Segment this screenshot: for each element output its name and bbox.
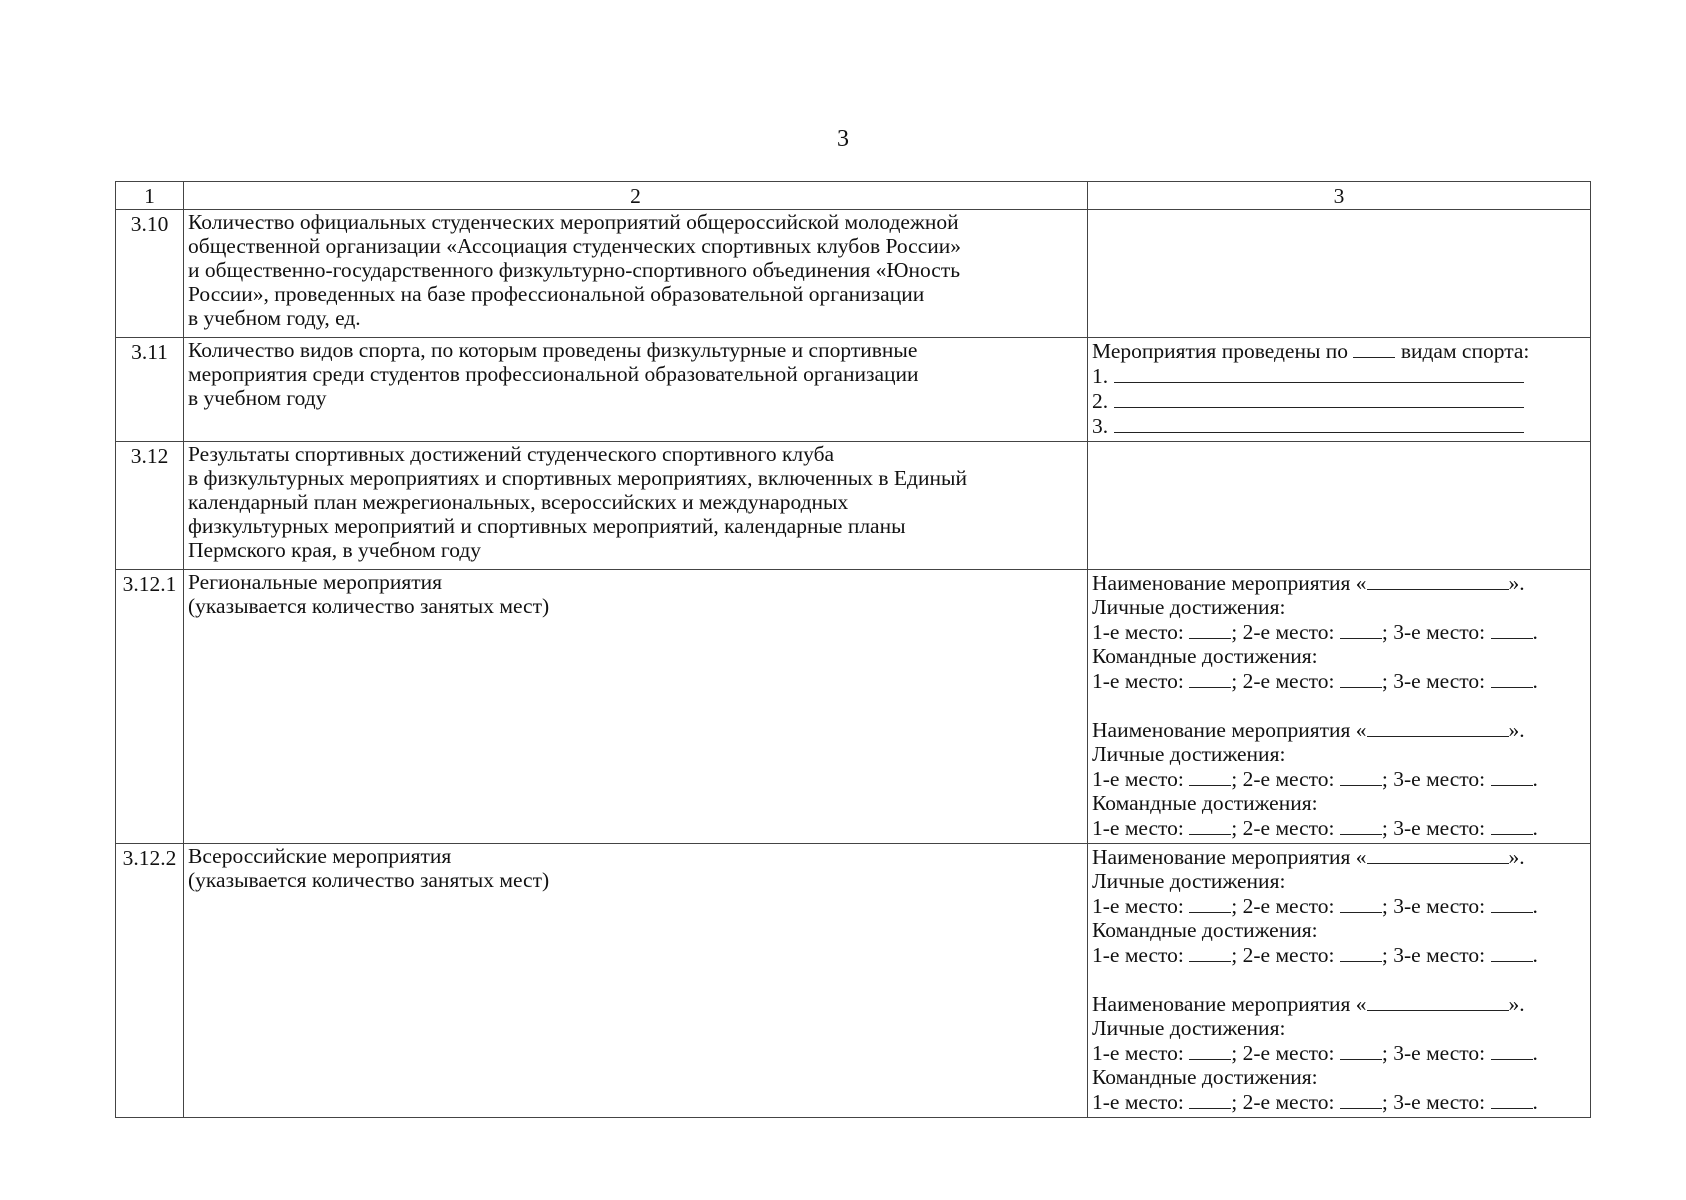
event-form xyxy=(1092,844,1587,967)
event-name-line xyxy=(1092,991,1587,1016)
places-line xyxy=(1092,668,1587,693)
description-line: физкультурных мероприятий и спортивных мероприятий, календарные планы xyxy=(188,514,906,538)
description-line: календарный план межрегиональных, всероссийских и международных xyxy=(188,490,849,514)
description-line: Пермского края, в учебном году xyxy=(188,538,482,562)
team-label: Командные достижения: xyxy=(1092,918,1318,942)
table-header-row xyxy=(116,182,1591,210)
place-1-blank[interactable] xyxy=(1189,619,1231,639)
description-line: Результаты спортивных достижений студенческого спортивного клуба xyxy=(188,442,835,466)
personal-label: Личные достижения: xyxy=(1092,869,1286,893)
row-description xyxy=(184,844,1088,1118)
row-description xyxy=(184,338,1088,442)
places-line xyxy=(1092,619,1587,644)
row-value-field[interactable] xyxy=(1088,210,1591,338)
team-label: Командные достижения: xyxy=(1092,644,1318,668)
place-3-blank[interactable] xyxy=(1491,815,1533,835)
description-line: общественной организации «Ассоциация студенческих спортивных клубов России» xyxy=(188,234,962,258)
place-end: . xyxy=(1532,767,1538,791)
header-col-2: 2 xyxy=(184,182,1088,210)
event-name-blank[interactable] xyxy=(1367,570,1509,590)
event-name-line xyxy=(1092,717,1587,742)
row-description xyxy=(184,210,1088,338)
event-name-label: Наименование мероприятия « xyxy=(1092,571,1367,595)
row-description xyxy=(184,570,1088,844)
description-line: в физкультурных мероприятиях и спортивных мероприятиях, включенных в Единый xyxy=(188,466,967,490)
row-number: 3.10 xyxy=(116,210,184,338)
row-number: 3.11 xyxy=(116,338,184,442)
place-2-blank[interactable] xyxy=(1340,942,1382,962)
row-value xyxy=(1088,570,1591,844)
place-1-blank[interactable] xyxy=(1189,766,1231,786)
place-1-label: 1-е место: xyxy=(1092,620,1184,644)
places-line xyxy=(1092,815,1587,840)
sport-item-blank[interactable] xyxy=(1114,363,1524,383)
event-name-label: Наименование мероприятия « xyxy=(1092,845,1367,869)
place-2-label: ; 2-е место: xyxy=(1231,816,1335,840)
sport-item xyxy=(1092,363,1587,388)
row-number: 3.12.2 xyxy=(116,844,184,1118)
description-line: в учебном году, ед. xyxy=(188,306,361,330)
event-form xyxy=(1092,991,1587,1114)
places-line xyxy=(1092,766,1587,791)
team-label: Командные достижения: xyxy=(1092,1065,1318,1089)
row-description xyxy=(184,442,1088,570)
place-2-label: ; 2-е место: xyxy=(1231,1090,1335,1114)
description-line: Региональные мероприятия xyxy=(188,570,443,594)
place-3-label: ; 3-е место: xyxy=(1381,620,1486,644)
place-1-label: 1-е место: xyxy=(1092,943,1184,967)
place-3-label: ; 3-е место: xyxy=(1381,894,1486,918)
place-1-blank[interactable] xyxy=(1189,1040,1231,1060)
sports-count-line xyxy=(1092,338,1587,363)
sport-item-blank[interactable] xyxy=(1114,388,1524,408)
sport-item-blank[interactable] xyxy=(1114,413,1524,433)
place-2-blank[interactable] xyxy=(1340,1040,1382,1060)
description-line: в учебном году xyxy=(188,386,327,410)
place-end: . xyxy=(1532,620,1538,644)
place-2-label: ; 2-е место: xyxy=(1231,767,1335,791)
place-3-blank[interactable] xyxy=(1491,668,1533,688)
event-name-close: ». xyxy=(1508,992,1525,1016)
place-end: . xyxy=(1532,1090,1538,1114)
event-form xyxy=(1092,570,1587,693)
place-3-blank[interactable] xyxy=(1491,619,1533,639)
row-value-field[interactable] xyxy=(1088,442,1591,570)
event-name-blank[interactable] xyxy=(1367,717,1509,737)
place-2-blank[interactable] xyxy=(1340,815,1382,835)
header-col-3: 3 xyxy=(1088,182,1591,210)
place-3-label: ; 3-е место: xyxy=(1381,816,1486,840)
places-line xyxy=(1092,942,1587,967)
page-number: 3 xyxy=(837,126,849,152)
place-3-blank[interactable] xyxy=(1491,942,1533,962)
place-3-label: ; 3-е место: xyxy=(1381,669,1486,693)
event-name-blank[interactable] xyxy=(1367,844,1509,864)
description-line: мероприятия среди студентов профессиональной образовательной организации xyxy=(188,362,919,386)
place-1-blank[interactable] xyxy=(1189,893,1231,913)
personal-label: Личные достижения: xyxy=(1092,595,1286,619)
event-name-line xyxy=(1092,844,1587,869)
place-3-label: ; 3-е место: xyxy=(1381,1090,1486,1114)
place-end: . xyxy=(1532,1041,1538,1065)
event-name-close: ». xyxy=(1508,571,1525,595)
sports-count-suffix: видам спорта: xyxy=(1400,339,1530,363)
event-name-label: Наименование мероприятия « xyxy=(1092,718,1367,742)
place-3-label: ; 3-е место: xyxy=(1381,943,1486,967)
places-line xyxy=(1092,893,1587,918)
event-name-close: ». xyxy=(1508,845,1525,869)
place-1-label: 1-е место: xyxy=(1092,669,1184,693)
description-line: России», проведенных на базе профессиональной образовательной организации xyxy=(188,282,925,306)
place-1-blank[interactable] xyxy=(1189,815,1231,835)
sport-item-number: 3. xyxy=(1092,414,1109,438)
place-1-label: 1-е место: xyxy=(1092,816,1184,840)
table-row xyxy=(116,844,1591,1118)
place-end: . xyxy=(1532,816,1538,840)
report-table xyxy=(115,181,1591,1118)
place-1-label: 1-е место: xyxy=(1092,767,1184,791)
place-3-blank[interactable] xyxy=(1491,766,1533,786)
place-2-label: ; 2-е место: xyxy=(1231,669,1335,693)
table-row xyxy=(116,442,1591,570)
event-name-label: Наименование мероприятия « xyxy=(1092,992,1367,1016)
team-label: Командные достижения: xyxy=(1092,791,1318,815)
place-2-blank[interactable] xyxy=(1340,1089,1382,1109)
place-end: . xyxy=(1532,894,1538,918)
sport-item-number: 1. xyxy=(1092,364,1109,388)
event-name-line xyxy=(1092,570,1587,595)
sports-count-blank[interactable] xyxy=(1353,338,1395,358)
place-2-label: ; 2-е место: xyxy=(1231,620,1335,644)
place-1-blank[interactable] xyxy=(1189,1089,1231,1109)
place-1-label: 1-е место: xyxy=(1092,1041,1184,1065)
place-end: . xyxy=(1532,943,1538,967)
place-2-blank[interactable] xyxy=(1340,668,1382,688)
header-col-1: 1 xyxy=(116,182,184,210)
places-line xyxy=(1092,1040,1587,1065)
places-line xyxy=(1092,1089,1587,1114)
place-end: . xyxy=(1532,669,1538,693)
description-line: и общественно-государственного физкультурно-спортивного объединения «Юность xyxy=(188,258,961,282)
place-2-label: ; 2-е место: xyxy=(1231,943,1335,967)
description-line: Количество видов спорта, по которым проведены физкультурные и спортивные xyxy=(188,338,918,362)
row-number: 3.12.1 xyxy=(116,570,184,844)
row-value xyxy=(1088,844,1591,1118)
sport-item xyxy=(1092,388,1587,413)
event-name-blank[interactable] xyxy=(1367,991,1509,1011)
place-1-label: 1-е место: xyxy=(1092,1090,1184,1114)
place-1-blank[interactable] xyxy=(1189,668,1231,688)
personal-label: Личные достижения: xyxy=(1092,1016,1286,1040)
description-line: (указывается количество занятых мест) xyxy=(188,868,550,892)
table-row xyxy=(116,210,1591,338)
place-2-blank[interactable] xyxy=(1340,619,1382,639)
row-value xyxy=(1088,338,1591,442)
event-form xyxy=(1092,717,1587,840)
place-2-label: ; 2-е место: xyxy=(1231,894,1335,918)
event-name-close: ». xyxy=(1508,718,1525,742)
place-1-blank[interactable] xyxy=(1189,942,1231,962)
row-number: 3.12 xyxy=(116,442,184,570)
description-line: Всероссийские мероприятия xyxy=(188,844,452,868)
place-2-blank[interactable] xyxy=(1340,893,1382,913)
place-2-blank[interactable] xyxy=(1340,766,1382,786)
place-2-label: ; 2-е место: xyxy=(1231,1041,1335,1065)
description-line: (указывается количество занятых мест) xyxy=(188,594,550,618)
place-3-blank[interactable] xyxy=(1491,1089,1533,1109)
place-3-label: ; 3-е место: xyxy=(1381,767,1486,791)
sport-item-number: 2. xyxy=(1092,389,1109,413)
table-row xyxy=(116,570,1591,844)
place-3-blank[interactable] xyxy=(1491,1040,1533,1060)
sport-item xyxy=(1092,413,1587,438)
sports-count-label: Мероприятия проведены по xyxy=(1092,339,1349,363)
personal-label: Личные достижения: xyxy=(1092,742,1286,766)
table-row xyxy=(116,338,1591,442)
place-3-label: ; 3-е место: xyxy=(1381,1041,1486,1065)
description-line: Количество официальных студенческих мероприятий общероссийской молодежной xyxy=(188,210,959,234)
place-3-blank[interactable] xyxy=(1491,893,1533,913)
place-1-label: 1-е место: xyxy=(1092,894,1184,918)
